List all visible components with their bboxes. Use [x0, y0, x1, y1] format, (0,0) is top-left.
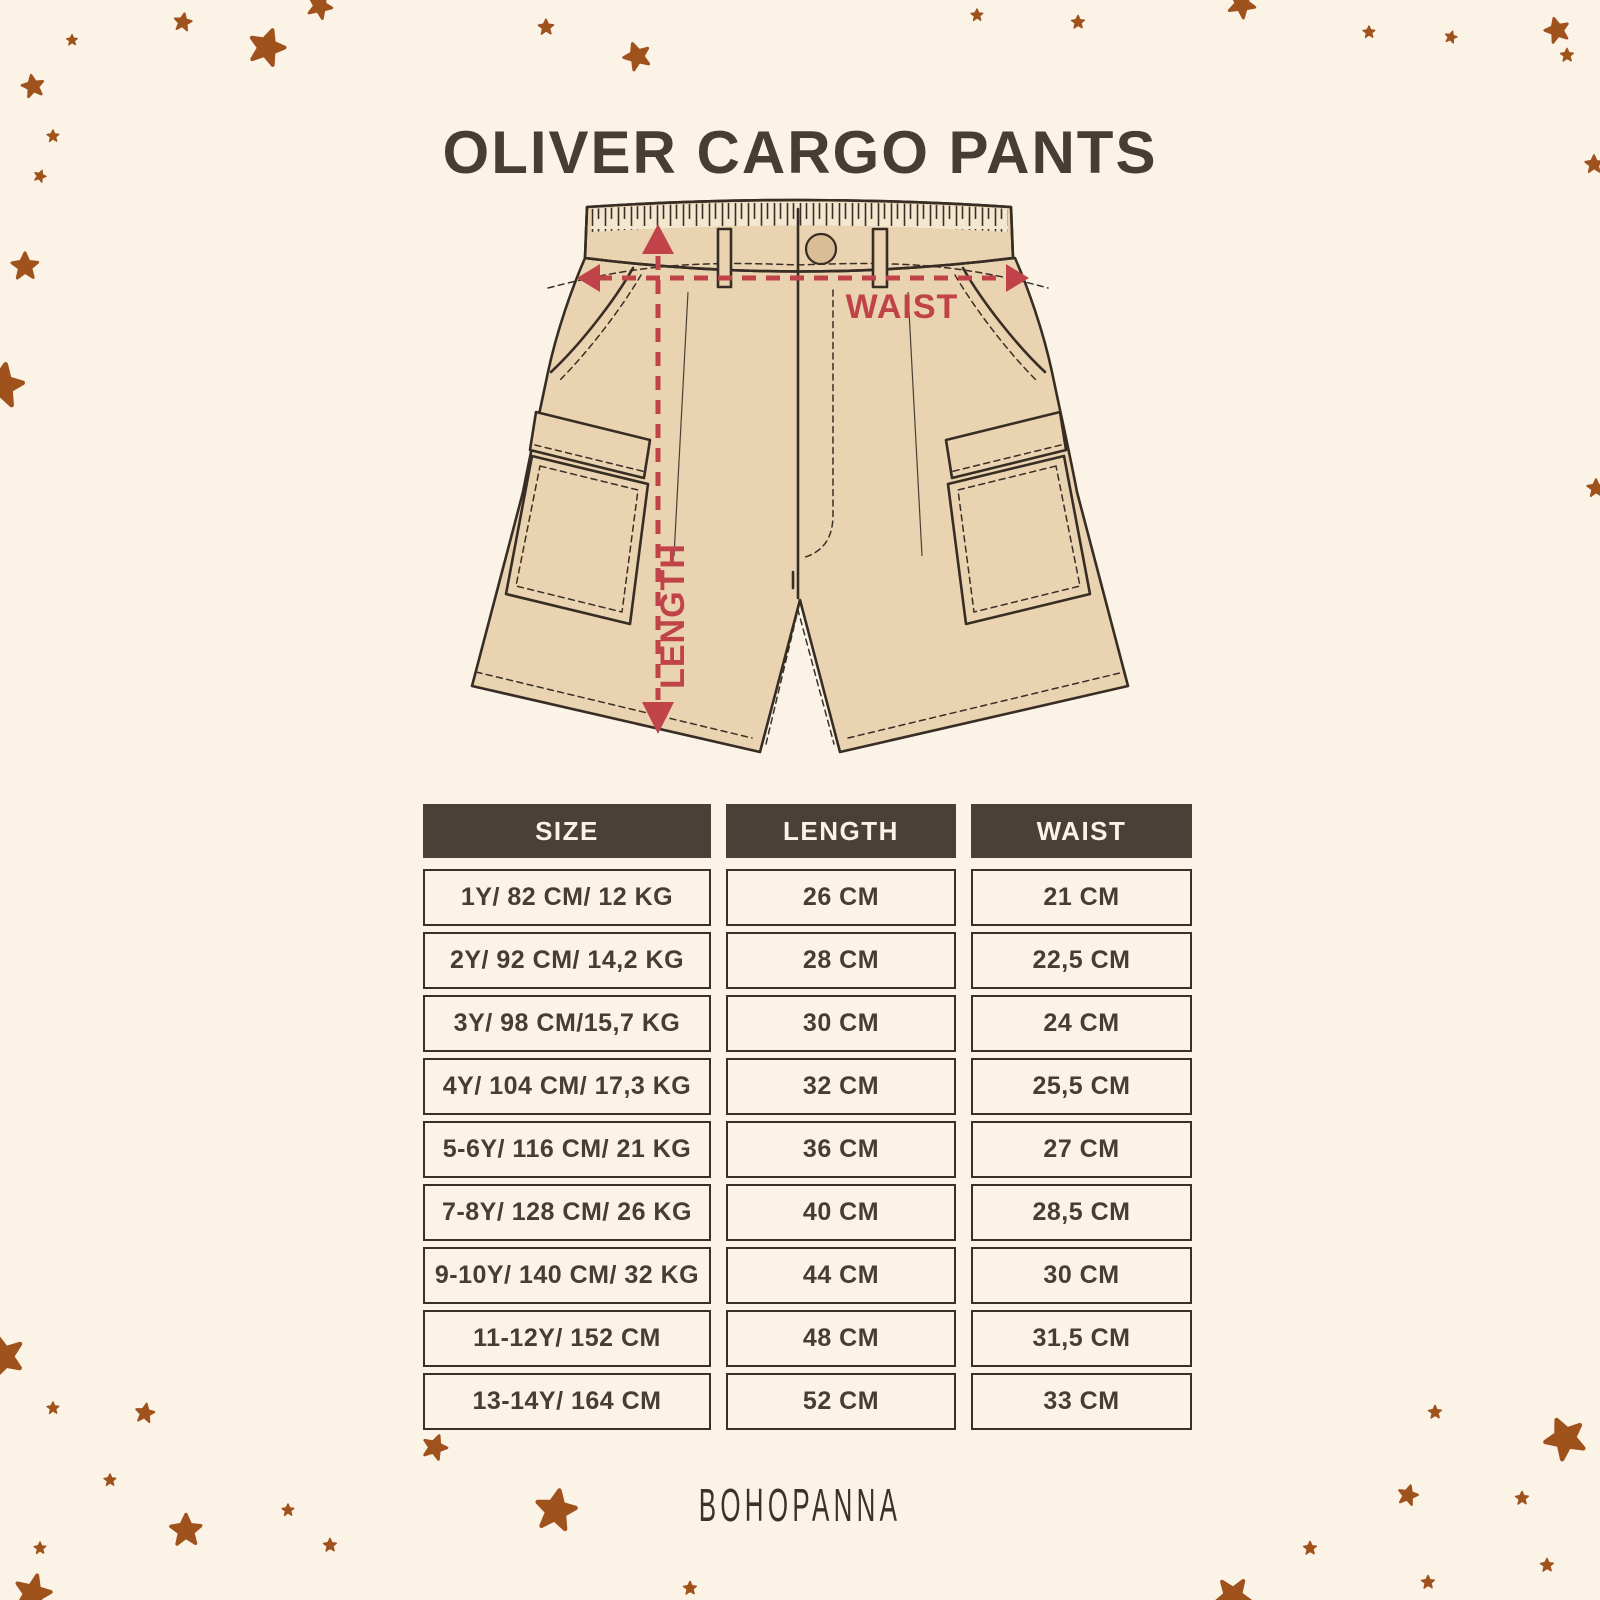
star-icon: [971, 9, 983, 21]
size-cell: 1Y/ 82 CM/ 12 KG: [423, 869, 711, 926]
star-icon: [12, 1573, 56, 1600]
length-cell: 28 CM: [726, 932, 956, 989]
cargo-pocket-right-body: [948, 456, 1090, 624]
star-icon: [0, 361, 25, 407]
star-icon: [534, 1487, 578, 1531]
star-icon: [67, 35, 78, 46]
star-icon: [1216, 1581, 1250, 1600]
waist-label: WAIST: [845, 288, 959, 326]
star-icon: [20, 73, 45, 97]
length-cell: 44 CM: [726, 1247, 956, 1304]
waist-cell: 27 CM: [971, 1121, 1192, 1178]
waist-cell: 22,5 CM: [971, 932, 1192, 989]
star-icon: [620, 39, 653, 71]
star-icon: [1587, 479, 1600, 496]
star-icon: [171, 1515, 201, 1544]
table-header-length: LENGTH: [726, 804, 956, 858]
star-icon: [305, 0, 336, 21]
waist-cell: 28,5 CM: [971, 1184, 1192, 1241]
waist-cell: 31,5 CM: [971, 1310, 1192, 1367]
size-cell: 11-12Y/ 152 CM: [423, 1310, 711, 1367]
star-icon: [1304, 1541, 1317, 1554]
star-icon: [1541, 1558, 1554, 1571]
size-cell: 7-8Y/ 128 CM/ 26 KG: [423, 1184, 711, 1241]
size-table: [423, 804, 1192, 1430]
length-cell: 40 CM: [726, 1184, 956, 1241]
length-cell: 26 CM: [726, 869, 956, 926]
waist-cell: 30 CM: [971, 1247, 1192, 1304]
length-cell: 52 CM: [726, 1373, 956, 1430]
brand-name: BOHOPANNA: [698, 1478, 902, 1532]
waist-cell: 24 CM: [971, 995, 1192, 1052]
star-icon: [0, 1334, 27, 1383]
star-icon: [1539, 1412, 1590, 1462]
cargo-pocket-left-body: [506, 456, 648, 624]
star-icon: [1422, 1575, 1435, 1588]
star-icon: [1429, 1405, 1442, 1418]
star-icon: [282, 1504, 294, 1516]
waist-cell: 33 CM: [971, 1373, 1192, 1430]
star-icon: [1561, 48, 1574, 61]
size-cell: 5-6Y/ 116 CM/ 21 KG: [423, 1121, 711, 1178]
table-header-size: SIZE: [423, 804, 711, 858]
star-icon: [12, 253, 38, 278]
star-icon: [104, 1474, 116, 1486]
size-cell: 2Y/ 92 CM/ 14,2 KG: [423, 932, 711, 989]
length-cell: 32 CM: [726, 1058, 956, 1115]
star-icon: [420, 1432, 450, 1462]
star-icon: [538, 19, 553, 34]
length-label: LENGTH: [654, 543, 692, 689]
table-header-waist: WAIST: [971, 804, 1192, 858]
length-cell: 48 CM: [726, 1310, 956, 1367]
size-cell: 9-10Y/ 140 CM/ 32 KG: [423, 1247, 711, 1304]
star-icon: [684, 1581, 697, 1594]
star-icon: [173, 12, 193, 32]
star-icon: [134, 1402, 155, 1423]
star-icon: [34, 1542, 46, 1554]
star-icon: [1225, 0, 1260, 21]
star-icon: [1542, 15, 1571, 43]
button-icon: [806, 234, 836, 264]
size-cell: 13-14Y/ 164 CM: [423, 1373, 711, 1430]
size-cell: 4Y/ 104 CM/ 17,3 KG: [423, 1058, 711, 1115]
page-title: OLIVER CARGO PANTS: [442, 119, 1158, 186]
star-icon: [324, 1538, 337, 1551]
star-icon: [1072, 15, 1085, 28]
star-icon: [1363, 26, 1375, 38]
length-cell: 30 CM: [726, 995, 956, 1052]
star-icon: [1444, 30, 1458, 44]
star-icon: [1396, 1483, 1419, 1506]
waist-cell: 25,5 CM: [971, 1058, 1192, 1115]
shorts-illustration: [440, 182, 1155, 772]
table-header-row: [423, 804, 1192, 858]
waist-cell: 21 CM: [971, 869, 1192, 926]
length-cell: 36 CM: [726, 1121, 956, 1178]
size-cell: 3Y/ 98 CM/15,7 KG: [423, 995, 711, 1052]
star-icon: [47, 1402, 59, 1414]
star-icon: [246, 25, 289, 67]
star-icon: [1516, 1491, 1529, 1504]
